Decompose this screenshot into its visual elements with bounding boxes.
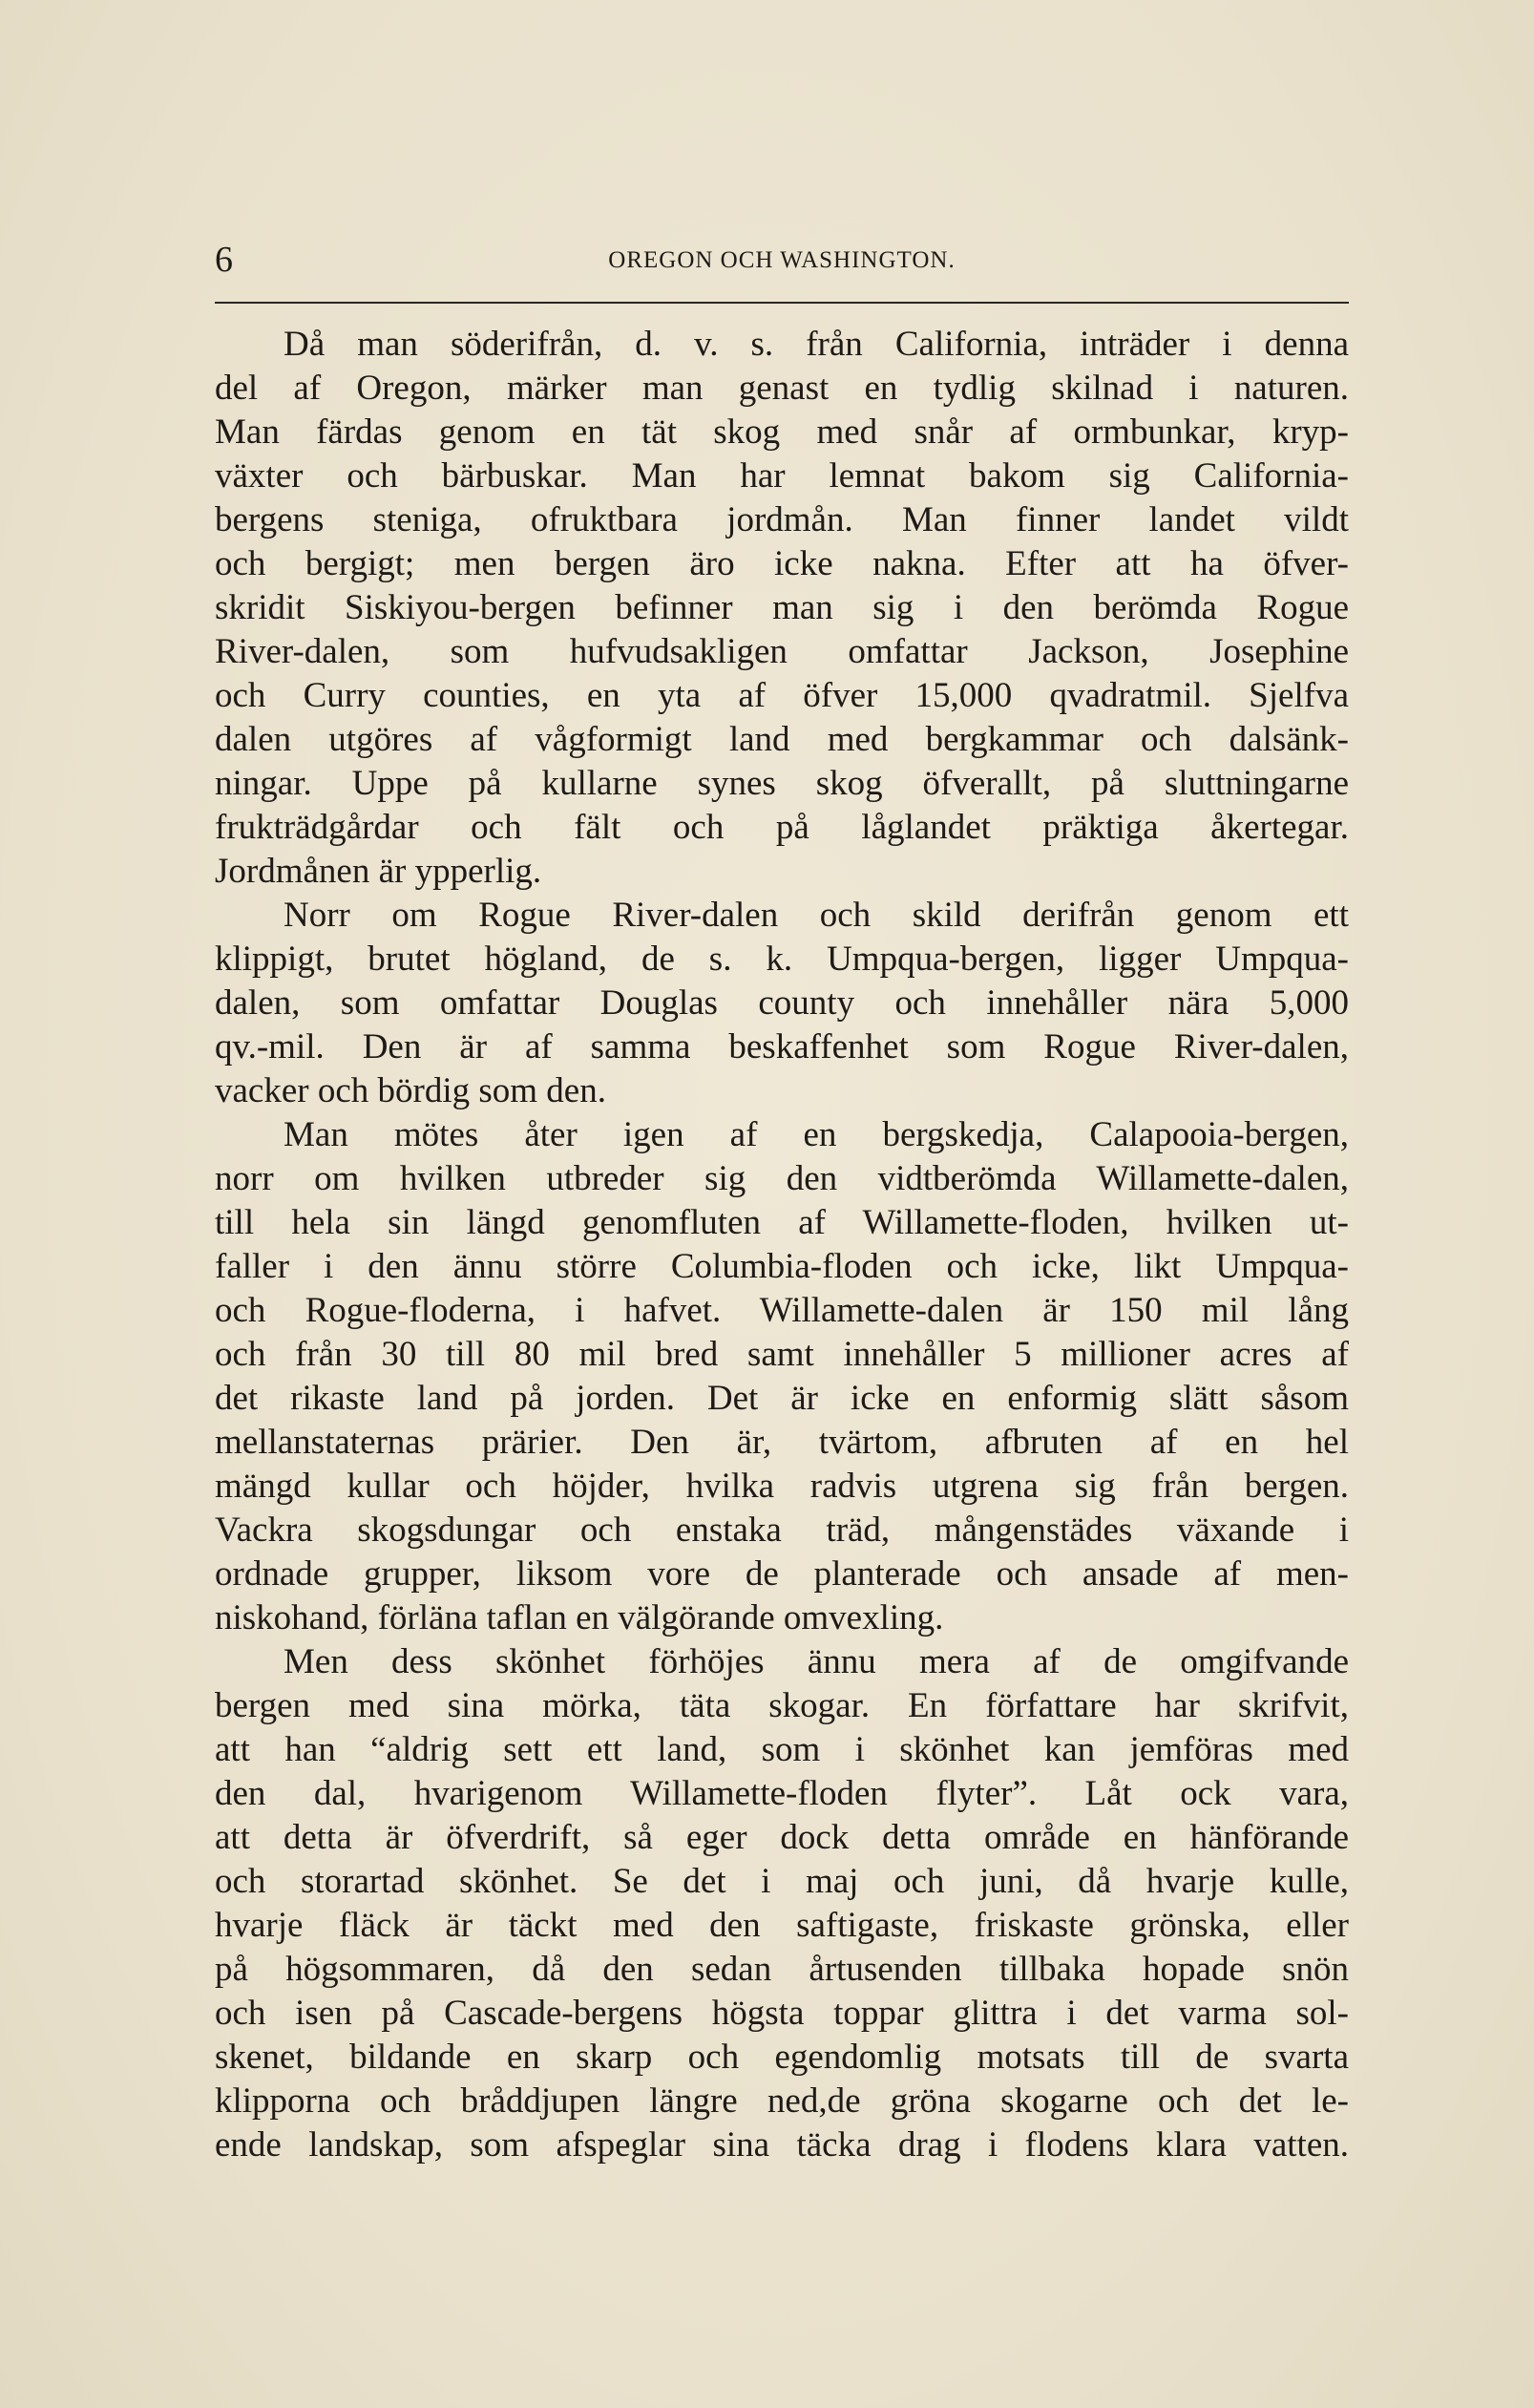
text-line: klipporna och bråddjupen längre ned,de gröna skogarne och det le-: [215, 2081, 1349, 2121]
text-line: qv.-mil. Den är af samma beskaffenhet som Rogue River-dalen,: [215, 1027, 1349, 1067]
text-line: på högsommaren, då den sedan årtusenden tillbaka hopade snön: [215, 1950, 1349, 1989]
text-line: River-dalen, som hufvudsakligen omfattar Jackson, Josephine: [215, 632, 1349, 671]
text-line: Då man söderifrån, d. v. s. från California, inträder i denna: [284, 325, 1349, 364]
text-line: och Curry counties, en yta af öfver 15,000 qvadratmil. Sjelfva: [215, 676, 1349, 715]
text-line: växter och bärbuskar. Man har lemnat bakom sig California-: [215, 456, 1349, 496]
text-line: ningar. Uppe på kullarne synes skog öfverallt, på sluttningarne: [215, 764, 1349, 803]
text-line: skridit Siskiyou-bergen befinner man sig i den berömda Rogue: [215, 588, 1349, 627]
text-line: hvarje fläck är täckt med den saftigaste, friskaste grönska, eller: [215, 1906, 1349, 1945]
text-line: till hela sin längd genomfluten af Willamette-floden, hvilken ut-: [215, 1203, 1349, 1242]
text-line: del af Oregon, märker man genast en tydlig skilnad i naturen.: [215, 369, 1349, 408]
text-line: Man mötes åter igen af en bergskedja, Calapooia-bergen,: [284, 1115, 1349, 1154]
text-line: frukträdgårdar och fält och på låglandet präktiga åkertegar.: [215, 808, 1349, 847]
header-rule: [215, 302, 1349, 304]
text-line: Jordmånen är ypperlig.: [215, 852, 542, 891]
text-line: dalen utgöres af vågformigt land med bergkammar och dalsänk-: [215, 720, 1349, 759]
text-line: Vackra skogsdungar och enstaka träd, mångenstädes växande i: [215, 1510, 1349, 1550]
text-line: och bergigt; men bergen äro icke nakna. Efter att ha öfver-: [215, 544, 1349, 583]
text-line: och storartad skönhet. Se det i maj och juni, då hvarje kulle,: [215, 1862, 1349, 1901]
text-line: och från 30 till 80 mil bred samt innehåller 5 millioner acres af: [215, 1335, 1349, 1374]
text-line: mängd kullar och höjder, hvilka radvis utgrena sig från bergen.: [215, 1467, 1349, 1506]
text-line: Norr om Rogue River-dalen och skild derifrån genom ett: [284, 896, 1349, 935]
text-line: vacker och bördig som den.: [215, 1071, 606, 1110]
text-line: den dal, hvarigenom Willamette-floden flyter”. Låt ock vara,: [215, 1774, 1349, 1813]
body-text: [215, 323, 1349, 2167]
text-line: och Rogue-floderna, i hafvet. Willamette-dalen är 150 mil lång: [215, 1291, 1349, 1330]
text-line: dalen, som omfattar Douglas county och innehåller nära 5,000: [215, 983, 1349, 1023]
text-line: norr om hvilken utbreder sig den vidtberömda Willamette-dalen,: [215, 1159, 1349, 1198]
text-line: klippigt, brutet högland, de s. k. Umpqua-bergen, ligger Umpqua-: [215, 940, 1349, 979]
text-line: Man färdas genom en tät skog med snår af ormbunkar, kryp-: [215, 412, 1349, 452]
text-line: niskohand, förläna taflan en välgörande omvexling.: [215, 1598, 944, 1637]
page-header: [215, 241, 1349, 279]
text-line: ende landskap, som afspeglar sina täcka drag i flodens klara vatten.: [215, 2125, 1349, 2165]
text-line: att detta är öfverdrift, så eger dock detta område en hänförande: [215, 1818, 1349, 1857]
running-head: OREGON OCH WASHINGTON.: [608, 247, 956, 273]
text-line: att han “aldrig sett ett land, som i skönhet kan jemföras med: [215, 1730, 1349, 1769]
text-line: och isen på Cascade-bergens högsta toppar glittra i det varma sol-: [215, 1994, 1349, 2033]
text-line: bergens steniga, ofruktbara jordmån. Man finner landet vildt: [215, 500, 1349, 539]
text-line: ordnade grupper, liksom vore de planterade och ansade af men-: [215, 1554, 1349, 1594]
text-line: faller i den ännu större Columbia-floden och icke, likt Umpqua-: [215, 1247, 1349, 1286]
text-line: mellanstaternas prärier. Den är, tvärtom, afbruten af en hel: [215, 1423, 1349, 1462]
page-number: 6: [215, 240, 233, 280]
text-line: bergen med sina mörka, täta skogar. En författare har skrifvit,: [215, 1686, 1349, 1725]
text-line: skenet, bildande en skarp och egendomlig motsats till de svarta: [215, 2038, 1349, 2077]
text-line: det rikaste land på jorden. Det är icke en enformig slätt såsom: [215, 1379, 1349, 1418]
text-line: Men dess skönhet förhöjes ännu mera af de omgifvande: [284, 1642, 1349, 1681]
